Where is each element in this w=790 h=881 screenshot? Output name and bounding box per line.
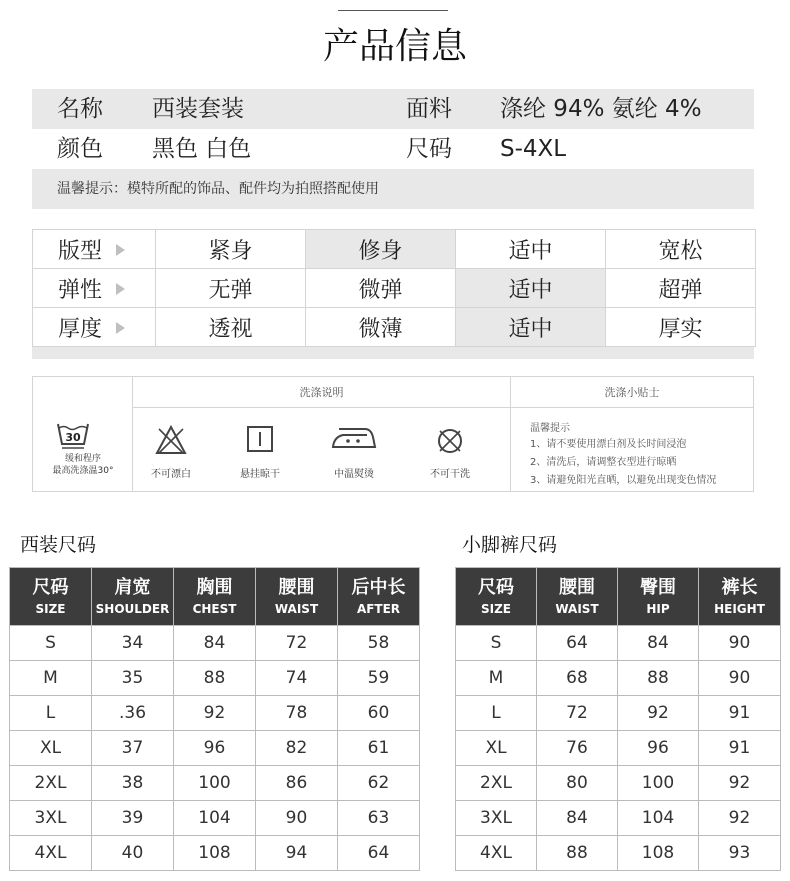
attribute-option: 紧身 (156, 230, 306, 269)
pants-header-zh: 臀围 (640, 576, 676, 598)
table-row (10, 661, 420, 696)
wash-label-1: 缓和程序 (64, 454, 101, 464)
no-dry-clean-label: 不可干洗 (430, 469, 470, 480)
attribute-label-text: 弹性 (58, 277, 103, 303)
table-cell: 39 (92, 801, 174, 836)
table-cell: 59 (338, 661, 420, 696)
table-cell: 100 (618, 766, 699, 801)
triangle-right-icon (116, 283, 125, 295)
table-cell: L (10, 696, 92, 731)
tip-2: 2、清洗后，请调整衣型进行晾晒 (530, 457, 677, 468)
table-cell: 68 (537, 661, 618, 696)
attribute-option-selected: 适中 (456, 269, 606, 308)
table-cell: 72 (256, 626, 338, 661)
suit-header-zh: 胸围 (196, 576, 233, 598)
color-label: 颜色 (57, 136, 103, 162)
table-cell: 2XL (456, 766, 537, 801)
attribute-label-text: 厚度 (58, 316, 103, 342)
table-row (456, 696, 781, 731)
table-row (456, 766, 781, 801)
table-row (10, 766, 420, 801)
attribute-option-selected: 适中 (456, 308, 606, 347)
table-row (456, 731, 781, 766)
table-cell: S (10, 626, 92, 661)
attribute-option-selected: 修身 (306, 230, 456, 269)
attribute-option: 微弹 (306, 269, 456, 308)
pants-header-en: SIZE (480, 601, 511, 616)
wash-temp-text: 30 (65, 431, 81, 444)
suit-header-en: SIZE (35, 601, 66, 616)
table-cell: 100 (174, 766, 256, 801)
attribute-option: 厚实 (606, 308, 756, 347)
pants-header-en: HIP (646, 601, 670, 616)
attribute-row (33, 269, 756, 308)
attribute-table (32, 229, 756, 347)
attribute-option: 超弹 (606, 269, 756, 308)
table-cell: 61 (338, 731, 420, 766)
table-cell: 84 (537, 801, 618, 836)
pants-header-cell (618, 568, 699, 626)
pants-size-table (455, 567, 781, 871)
care-header-tips: 洗涤小贴士 (604, 386, 660, 399)
table-row (10, 731, 420, 766)
care-box (32, 376, 754, 492)
table-row (456, 836, 781, 871)
table-cell: M (456, 661, 537, 696)
table-cell: S (456, 626, 537, 661)
table-cell: 96 (174, 731, 256, 766)
table-cell: 64 (537, 626, 618, 661)
table-cell: 88 (174, 661, 256, 696)
table-cell: 78 (256, 696, 338, 731)
pants-header-zh: 尺码 (478, 576, 514, 598)
table-cell: 64 (338, 836, 420, 871)
table-cell: 90 (256, 801, 338, 836)
triangle-right-icon (116, 244, 125, 256)
suit-header-en: SHOULDER (95, 601, 170, 616)
suit-table-title: 西装尺码 (20, 534, 97, 556)
table-cell: 108 (174, 836, 256, 871)
suit-header-en: AFTER (356, 601, 401, 616)
tip-3: 3、请避免阳光直晒，以避免出现变色情况 (530, 475, 717, 486)
suit-header-zh: 腰围 (278, 576, 315, 598)
pants-header-row (456, 568, 781, 626)
table-cell: 94 (256, 836, 338, 871)
attribute-label-text: 版型 (58, 238, 103, 264)
table-row (456, 801, 781, 836)
triangle-right-icon (116, 322, 125, 334)
table-cell: 80 (537, 766, 618, 801)
table-cell: 76 (537, 731, 618, 766)
pants-header-cell (699, 568, 781, 626)
table-row (10, 801, 420, 836)
tip-1: 1、请不要使用漂白剂及长时间浸泡 (530, 439, 687, 450)
table-row (10, 696, 420, 731)
page-title: 产品信息 (322, 26, 467, 67)
no-bleach-label: 不可漂白 (151, 469, 191, 480)
table-cell: 4XL (10, 836, 92, 871)
table-cell: 3XL (456, 801, 537, 836)
table-row (456, 661, 781, 696)
table-cell: 35 (92, 661, 174, 696)
wash-label-2: 最高洗涤温30° (52, 466, 114, 476)
table-cell: 92 (699, 766, 781, 801)
table-row (10, 836, 420, 871)
size-value: S-4XL (500, 136, 567, 162)
table-cell: 82 (256, 731, 338, 766)
suit-size-table (9, 567, 420, 871)
pants-header-cell (456, 568, 537, 626)
table-cell: 84 (618, 626, 699, 661)
pants-header-zh: 裤长 (721, 576, 758, 598)
size-label: 尺码 (406, 136, 452, 162)
table-cell: XL (456, 731, 537, 766)
pants-header-en: WAIST (555, 601, 599, 616)
table-cell: 4XL (456, 836, 537, 871)
tips-title: 温馨提示 (530, 423, 570, 434)
table-cell: 2XL (10, 766, 92, 801)
table-cell: 88 (537, 836, 618, 871)
attribute-row (33, 230, 756, 269)
suit-header-cell (10, 568, 92, 626)
info-row-color-size (32, 129, 754, 169)
medium-iron-icon (331, 425, 377, 451)
medium-iron-label: 中温熨烫 (334, 469, 374, 480)
table-row (456, 626, 781, 661)
table-cell: 72 (537, 696, 618, 731)
table-cell: 108 (618, 836, 699, 871)
table-cell: 104 (618, 801, 699, 836)
attribute-option: 透视 (156, 308, 306, 347)
attribute-option: 宽松 (606, 230, 756, 269)
table-cell: 86 (256, 766, 338, 801)
table-cell: 60 (338, 696, 420, 731)
table-cell: 92 (618, 696, 699, 731)
fabric-value: 涤纶 94% 氨纶 4% (500, 96, 702, 122)
fabric-label: 面料 (406, 96, 452, 122)
table-cell: 90 (699, 661, 781, 696)
attribute-option: 适中 (456, 230, 606, 269)
name-label: 名称 (57, 96, 103, 122)
table-cell: 91 (699, 696, 781, 731)
pants-header-cell (537, 568, 618, 626)
attribute-label (33, 308, 156, 347)
name-value: 西装套装 (152, 96, 244, 122)
table-cell: 62 (338, 766, 420, 801)
care-header-wash: 洗涤说明 (299, 386, 344, 399)
table-cell: 74 (256, 661, 338, 696)
table-cell: L (456, 696, 537, 731)
table-cell: 38 (92, 766, 174, 801)
table-cell: 92 (699, 801, 781, 836)
pants-table-title: 小脚裤尺码 (462, 534, 558, 556)
line-dry-icon (246, 425, 274, 453)
suit-header-cell (338, 568, 420, 626)
suit-header-cell (256, 568, 338, 626)
table-cell: 91 (699, 731, 781, 766)
color-value: 黑色 白色 (152, 136, 252, 162)
table-cell: 88 (618, 661, 699, 696)
line-dry-label: 悬挂晾干 (240, 469, 280, 480)
suit-header-en: WAIST (274, 601, 319, 616)
pants-header-zh: 腰围 (559, 576, 595, 598)
table-cell: 58 (338, 626, 420, 661)
table-cell: 40 (92, 836, 174, 871)
wash-30-icon (56, 420, 90, 450)
title-divider (338, 10, 448, 11)
table-cell: 104 (174, 801, 256, 836)
table-cell: 90 (699, 626, 781, 661)
suit-header-zh: 尺码 (32, 576, 69, 598)
attribute-option: 微薄 (306, 308, 456, 347)
attribute-bottom-bar (32, 347, 754, 359)
table-cell: 84 (174, 626, 256, 661)
info-note-text: 温馨提示：模特所配的饰品、配件均为拍照搭配使用 (57, 181, 379, 197)
suit-header-zh: 后中长 (351, 576, 406, 598)
suit-header-zh: 肩宽 (114, 576, 151, 598)
table-cell: 3XL (10, 801, 92, 836)
table-row (10, 626, 420, 661)
no-bleach-icon (155, 425, 187, 455)
table-cell: 63 (338, 801, 420, 836)
table-cell: M (10, 661, 92, 696)
attribute-row (33, 308, 756, 347)
table-cell: XL (10, 731, 92, 766)
attribute-option: 无弹 (156, 269, 306, 308)
no-dry-clean-icon (436, 427, 464, 455)
table-cell: 34 (92, 626, 174, 661)
suit-header-cell (92, 568, 174, 626)
suit-header-row (10, 568, 420, 626)
info-note (32, 169, 754, 209)
table-cell: 96 (618, 731, 699, 766)
suit-header-en: CHEST (192, 601, 237, 616)
table-cell: 92 (174, 696, 256, 731)
table-cell: 93 (699, 836, 781, 871)
table-cell: .36 (92, 696, 174, 731)
attribute-label (33, 269, 156, 308)
table-cell: 37 (92, 731, 174, 766)
info-row-name-fabric (32, 89, 754, 129)
pants-header-en: HEIGHT (714, 601, 765, 616)
suit-header-cell (174, 568, 256, 626)
attribute-label (33, 230, 156, 269)
